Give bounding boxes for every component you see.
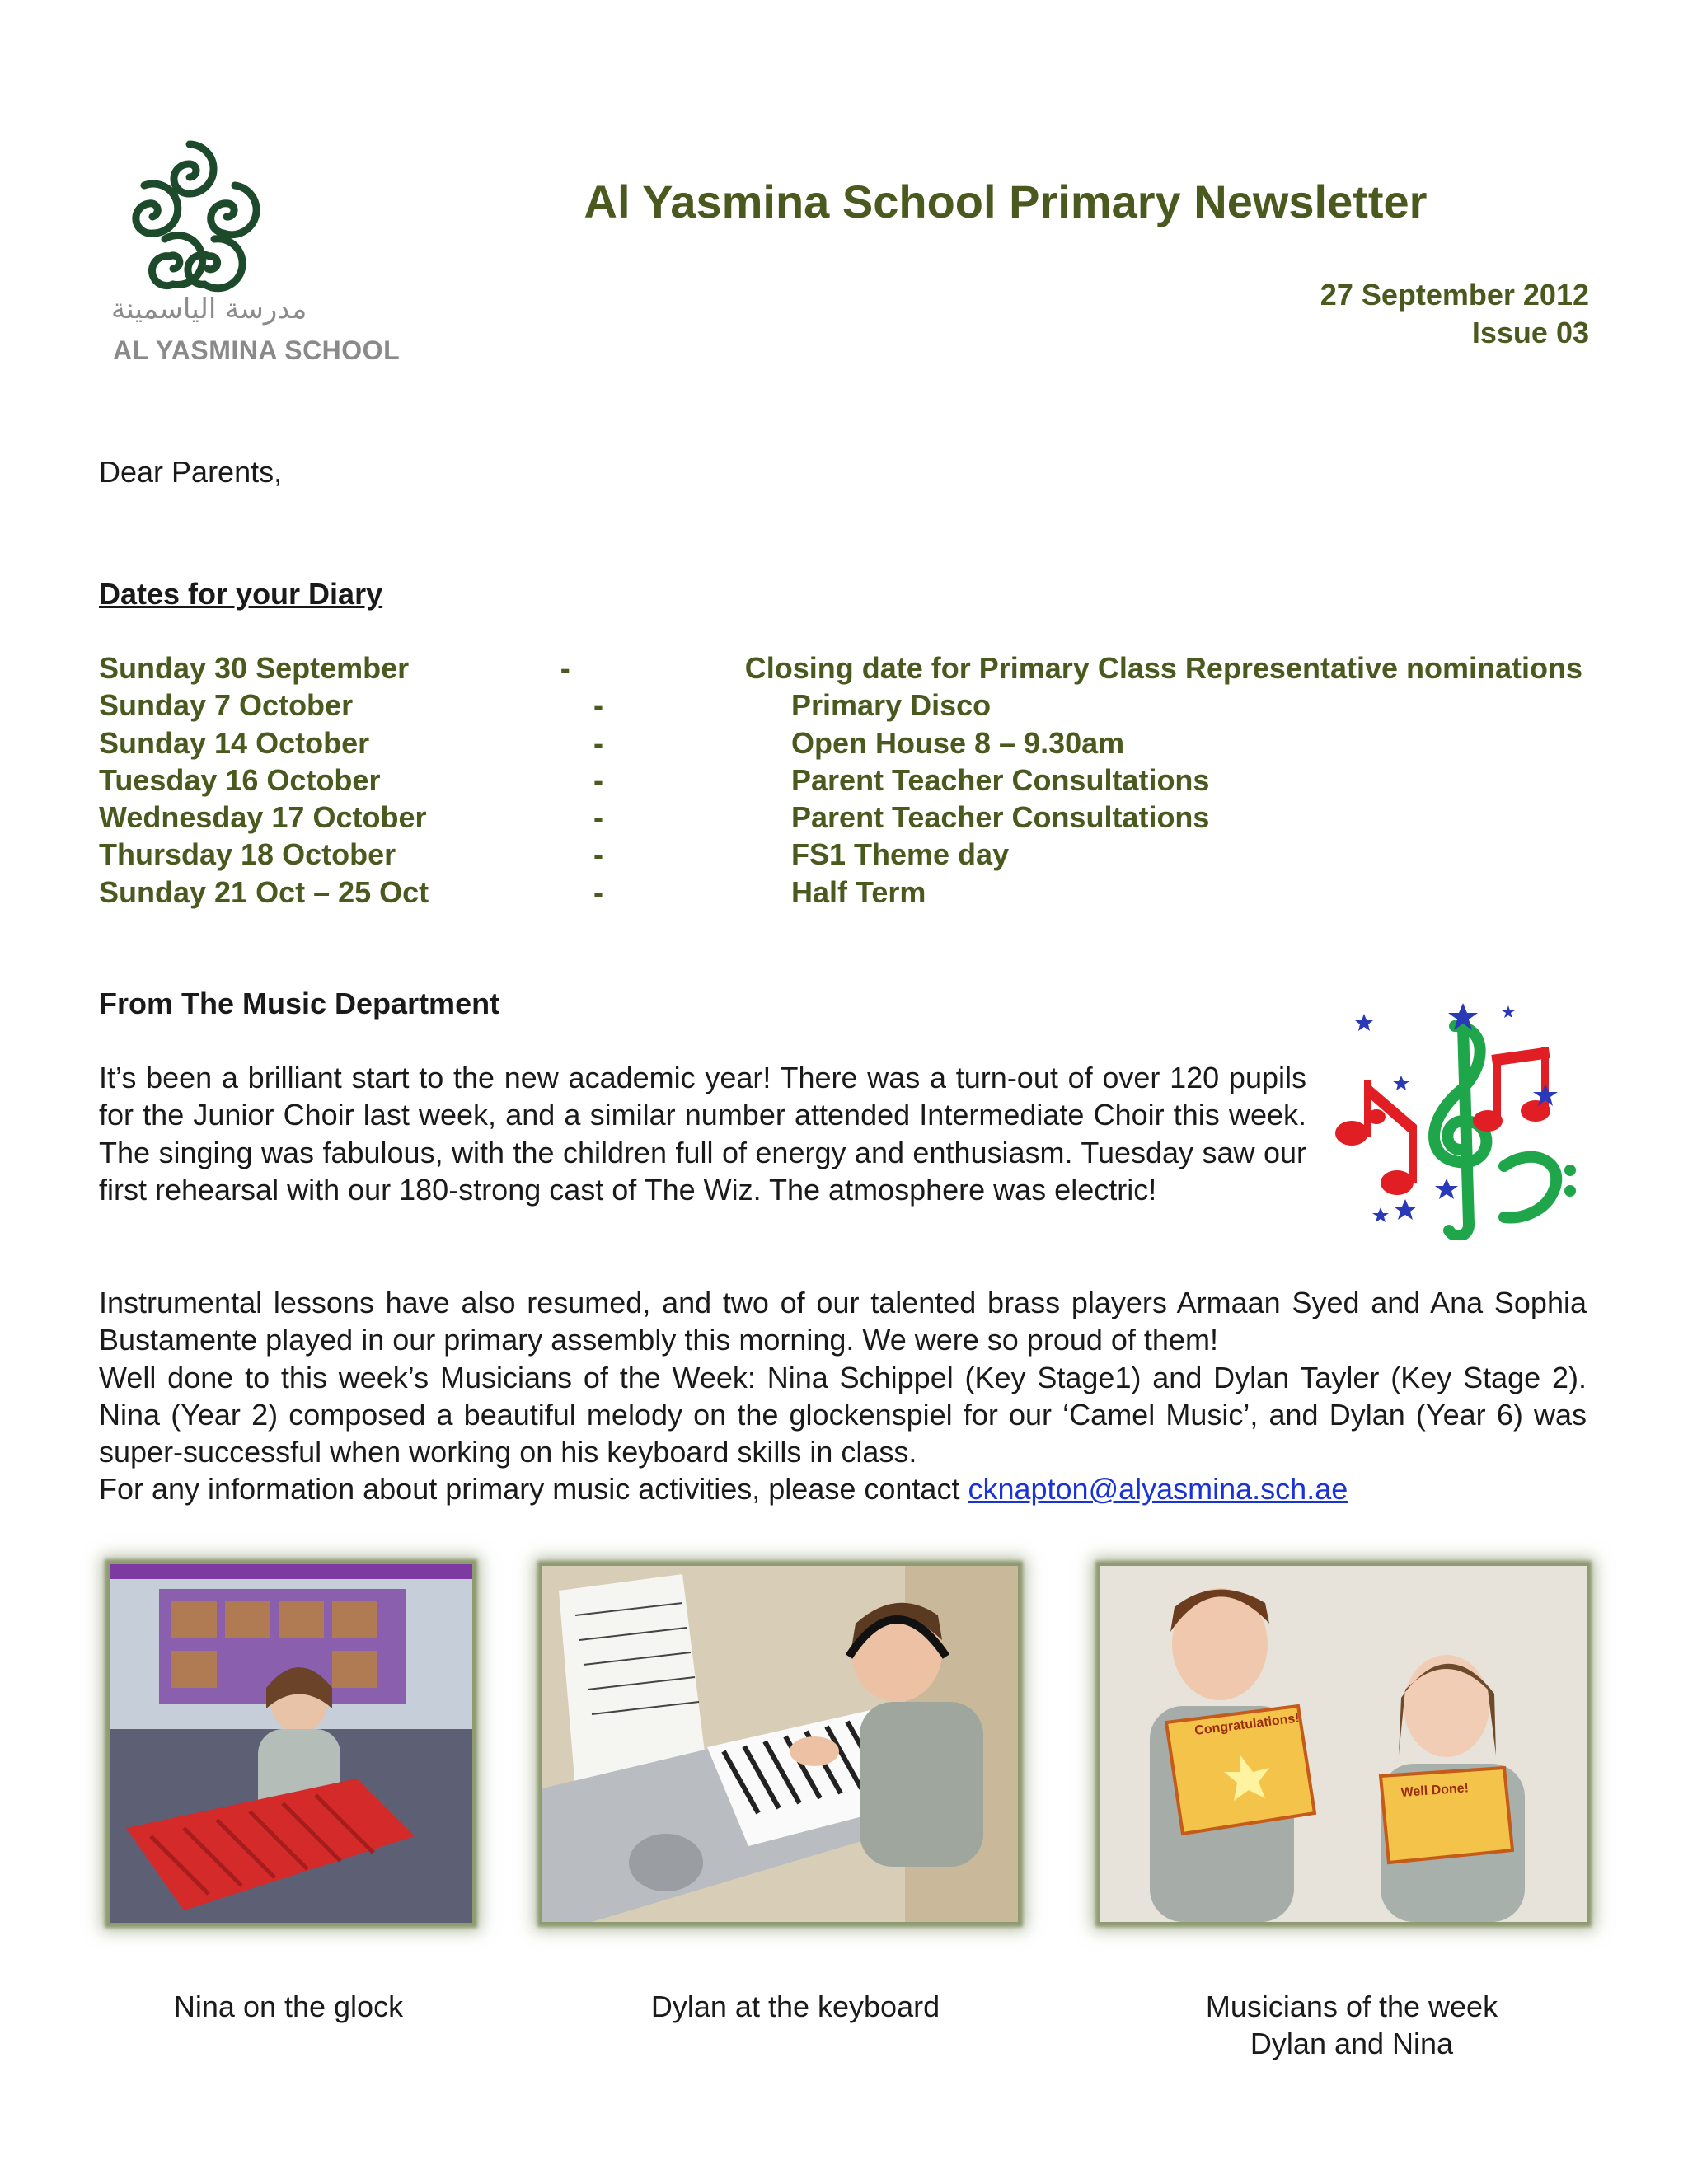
date-label: Sunday 30 September xyxy=(99,651,410,685)
date-separator: - xyxy=(593,688,603,723)
contact-line xyxy=(99,1470,1587,1507)
date-event: Parent Teacher Consultations xyxy=(791,762,1210,797)
issue-date: 27 September 2012 xyxy=(1320,278,1589,312)
date-row xyxy=(99,874,1582,911)
date-row xyxy=(99,724,1582,762)
cert2-text: Well Done! xyxy=(1400,1781,1470,1800)
photo-nina-glock xyxy=(110,1564,472,1923)
date-event: Closing date for Primary Class Representative nominations xyxy=(744,651,1582,685)
date-event: Open House 8 – 9.30am xyxy=(791,725,1125,760)
date-row xyxy=(99,836,1582,873)
date-event: FS1 Theme day xyxy=(791,837,1010,872)
dates-list xyxy=(99,649,1582,911)
date-label: Tuesday 16 October xyxy=(99,762,381,797)
caption-line: Nina on the glock xyxy=(173,1990,404,2023)
certificate-well-done xyxy=(1381,1768,1512,1863)
musicians-of-week-text: Well done to this week’s Musicians of the Week: Nina Schippel (Key Stage1) and Dylan Tayler (Key Stage 2). Nina (Year 2) composed a beautiful melody on the glockenspiel for our ‘Camel Music’, and Dylan (Year 6) was super-successful when working on his keyboard skills in class. xyxy=(99,1360,1587,1469)
caption-line: Musicians of the week xyxy=(1205,1990,1498,2023)
caption-line: Dylan at the keyboard xyxy=(650,1990,940,2023)
date-label: Sunday 14 October xyxy=(99,725,370,760)
certificates-photo-icon xyxy=(1100,1566,1587,1922)
school-name: AL YASMINA SCHOOL xyxy=(113,335,401,365)
music-paragraph-2 xyxy=(99,1284,1587,1508)
contact-text: For any information about primary music activities, please contact xyxy=(99,1472,968,1507)
date-row xyxy=(99,649,1582,687)
school-name-arabic: مدرسة الياسمينة xyxy=(111,293,307,326)
newsletter-title: Al Yasmina School Primary Newsletter xyxy=(584,176,1428,227)
date-row xyxy=(99,687,1582,724)
caption-line: Dylan and Nina xyxy=(1250,2027,1454,2061)
keyboard-photo-icon xyxy=(542,1566,1018,1922)
date-label: Wednesday 17 October xyxy=(99,800,427,835)
photo-musicians-of-week xyxy=(1100,1566,1587,1922)
caption-photo-1 xyxy=(99,1988,478,2025)
date-row xyxy=(99,799,1582,836)
issue-block xyxy=(1320,276,1589,352)
photo-dylan-keyboard xyxy=(542,1566,1018,1922)
caption-photo-3 xyxy=(1129,1988,1574,2063)
date-separator: - xyxy=(593,800,603,835)
date-separator: - xyxy=(593,874,603,909)
date-event: Primary Disco xyxy=(791,688,992,723)
date-separator: - xyxy=(593,762,603,797)
music-heading: From The Music Department xyxy=(99,987,500,1020)
music-notes-icon xyxy=(1319,1001,1591,1240)
date-separator: - xyxy=(593,725,603,760)
yasmina-flower-icon xyxy=(111,128,408,293)
music-notes-clipart xyxy=(1319,1001,1591,1240)
date-event: Half Term xyxy=(791,874,926,909)
school-logo xyxy=(111,128,408,375)
dates-heading: Dates for your Diary xyxy=(99,577,383,611)
date-label: Sunday 21 Oct – 25 Oct xyxy=(99,874,429,909)
issue-number: Issue 03 xyxy=(1471,316,1589,349)
date-row xyxy=(99,762,1582,799)
caption-photo-2 xyxy=(577,1988,1014,2025)
date-label: Sunday 7 October xyxy=(99,688,354,723)
date-separator: - xyxy=(593,837,603,872)
instrumental-text: Instrumental lessons have also resumed, and two of our talented brass players Armaan Syed and Ana Sophia Bustamente played in our primary assembly this morning. We were so proud of them! xyxy=(99,1286,1587,1357)
salutation: Dear Parents, xyxy=(99,455,283,489)
certificate-congratulations xyxy=(1166,1706,1315,1834)
glockenspiel-photo-icon xyxy=(110,1564,472,1923)
date-event: Parent Teacher Consultations xyxy=(791,800,1210,835)
music-paragraph-1: It’s been a brilliant start to the new academic year! There was a turn-out of over 120 pupils for the Junior Choir last week, and a similar number attended Intermediate Choir this week. The singing was fabulous, with the children full of energy and enthusiasm. Tuesday saw our first rehearsal with our 180-strong cast of The Wiz. The atmosphere was electric! xyxy=(99,1061,1306,1207)
contact-email-link[interactable]: cknapton@alyasmina.sch.ae xyxy=(968,1472,1348,1507)
date-separator: - xyxy=(560,651,570,685)
cert1-text: Congratulations! xyxy=(1193,1711,1301,1738)
date-label: Thursday 18 October xyxy=(99,837,396,872)
